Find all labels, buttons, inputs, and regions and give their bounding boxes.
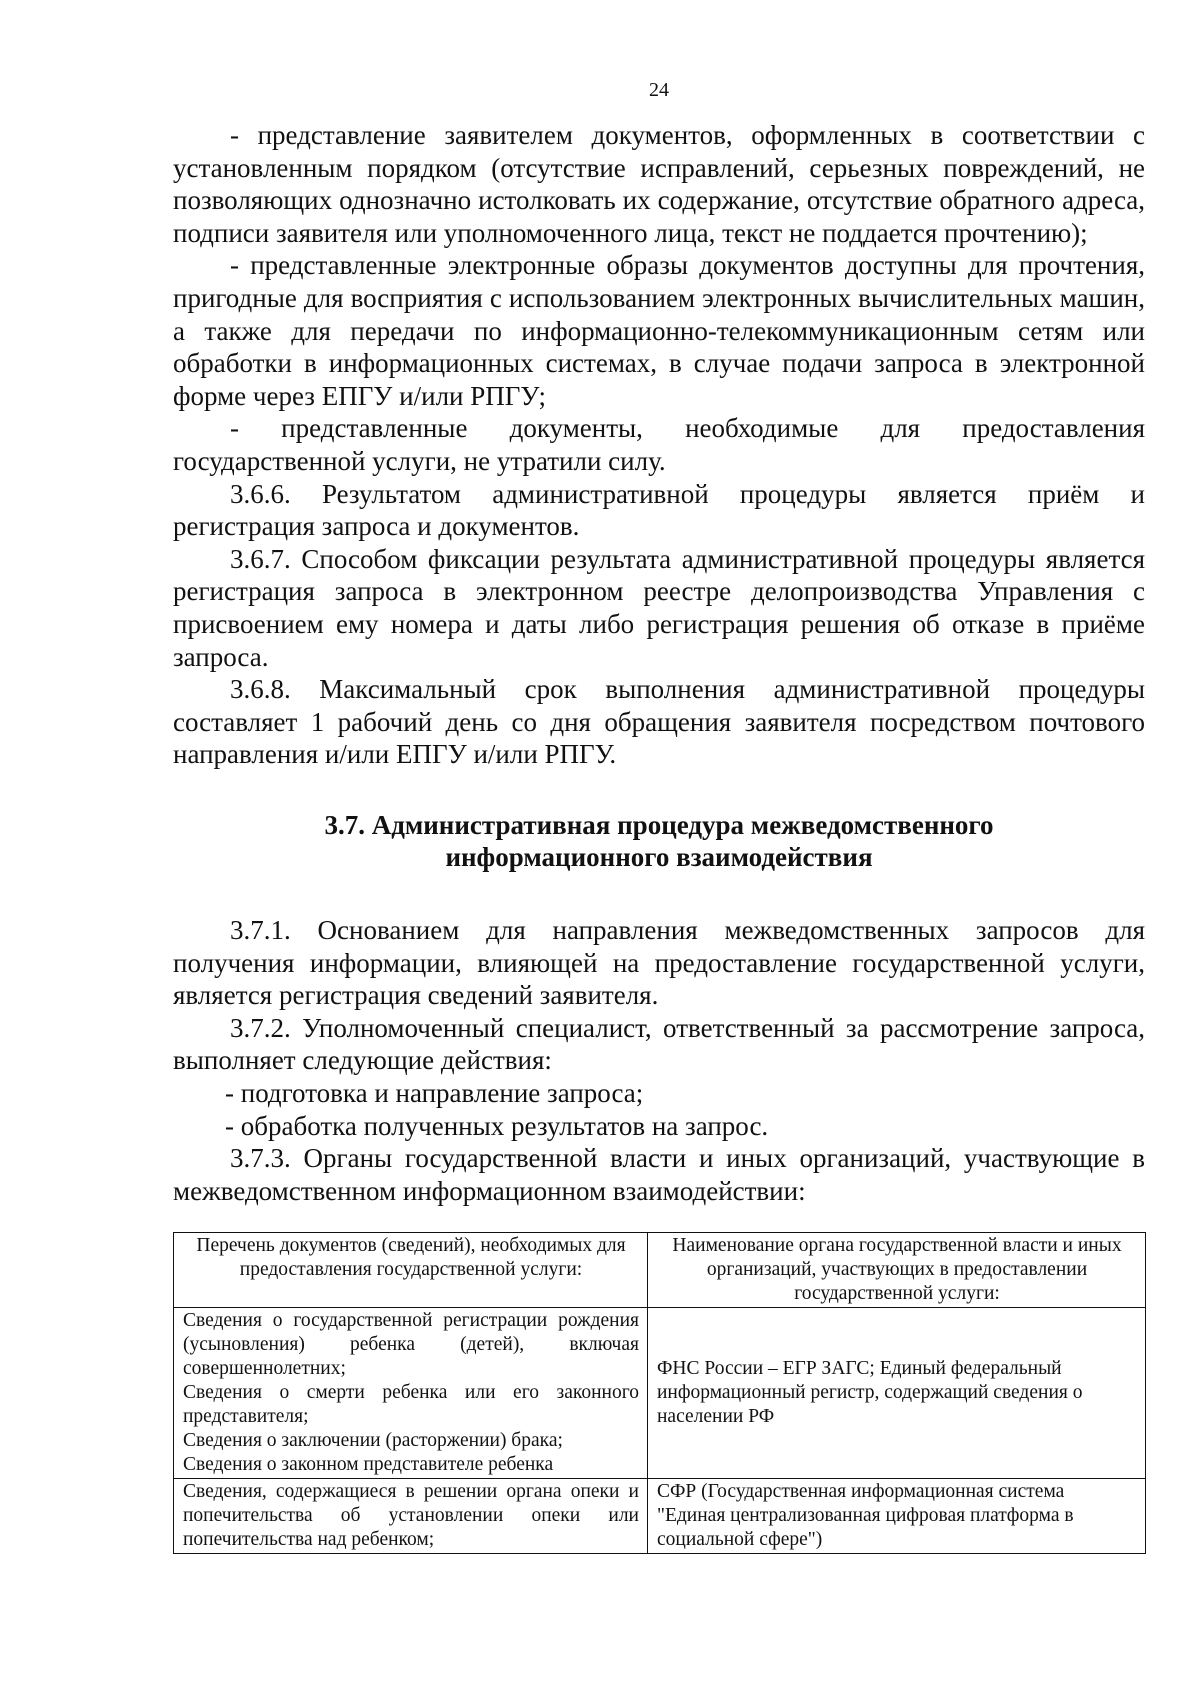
paragraph-documents-valid: - представленные документы, необходимые для предоставления государственной услуги, не утратили силу. <box>173 413 1145 476</box>
paragraph-documents-condition: - представление заявителем документов, оформленных в соответствии с установленным порядком (отсутствие исправлений, серьезных повреждений, не позволяющих однозначно истолковать их содержание, отсутствие обратного адреса, подписи заявителя или уполномоченного лица, текст не поддается прочтению); <box>173 120 1145 248</box>
paragraph-3-7-1: 3.7.1. Основанием для направления межведомственных запросов для получения информации, влияющей на предоставление государственной услуги, является регистрация сведений заявителя. <box>173 915 1145 1011</box>
section-heading-line-2: информационного взаимодействия <box>445 842 873 873</box>
cell-line: Сведения о государственной регистрации рождения (усыновления) ребенка (детей), включая совершеннолетних; <box>183 1310 639 1379</box>
cell-line: Сведения о смерти ребенка или его законного представителя; <box>183 1382 639 1427</box>
table-cell-documents <box>174 1479 648 1554</box>
table-header-authorities: Наименование органа государственной власти и иных организаций, участвующих в предоставлении государственной услуги: <box>648 1233 1146 1308</box>
list-item-prepare-request: - подготовка и направление запроса; <box>225 1078 644 1109</box>
interagency-table <box>173 1232 1146 1554</box>
cell-line: Сведения о законном представителе ребенка <box>183 1454 554 1475</box>
paragraph-3-6-7: 3.6.7. Способом фиксации результата административной процедуры является регистрация запроса в электронном реестре делопроизводства Управления с присвоением ему номера и даты либо регистрация решения об отказе в приёме запроса. <box>173 543 1145 672</box>
paragraph-3-7-3: 3.7.3. Органы государственной власти и иных организаций, участвующие в межведомственном информационном взаимодействии: <box>173 1143 1145 1206</box>
table-cell-authority: СФР (Государственная информационная система "Единая централизованная цифровая платформа в социальной сфере") <box>648 1479 1146 1554</box>
paragraph-3-7-2: 3.7.2. Уполномоченный специалист, ответственный за рассмотрение запроса, выполняет следующие действия: <box>173 1012 1145 1076</box>
cell-line: Сведения о заключении (расторжении) брака; <box>183 1430 563 1451</box>
section-heading-line-1: 3.7. Административная процедура межведомственного <box>324 809 994 840</box>
document-body <box>173 119 1145 1207</box>
table-row <box>174 1479 1146 1554</box>
list-item-process-results: - обработка полученных результатов на запрос. <box>225 1110 769 1141</box>
table-row <box>174 1308 1146 1479</box>
cell-line: Сведения, содержащиеся в решении органа опеки и попечительства об установлении опеки или попечительства над ребенком; <box>183 1481 639 1550</box>
table-header-documents: Перечень документов (сведений), необходимых для предоставления государственной услуги: <box>174 1233 648 1308</box>
page-number: 24 <box>649 79 669 101</box>
table-cell-documents <box>174 1308 648 1479</box>
section-heading-3-7 <box>173 809 1145 874</box>
paragraph-3-6-6: 3.6.6. Результатом административной процедуры является приём и регистрация запроса и документов. <box>173 478 1145 542</box>
paragraph-electronic-images: - представленные электронные образы документов доступны для прочтения, пригодные для восприятия с использованием электронных вычислительных машин, а также для передачи по информационно-телекоммуникационным сетям или обработки в информационных системах, в случае подачи запроса в электронной форме через ЕПГУ и/или РПГУ; <box>173 250 1145 411</box>
table-header-row <box>174 1233 1146 1308</box>
table-cell-authority: ФНС России – ЕГР ЗАГС; Единый федеральный информационный регистр, содержащий сведения о населении РФ <box>648 1308 1146 1479</box>
paragraph-3-6-8: 3.6.8. Максимальный срок выполнения административной процедуры составляет 1 рабочий день со дня обращения заявителя посредством почтового направления и/или ЕПГУ и/или РПГУ. <box>173 674 1145 770</box>
